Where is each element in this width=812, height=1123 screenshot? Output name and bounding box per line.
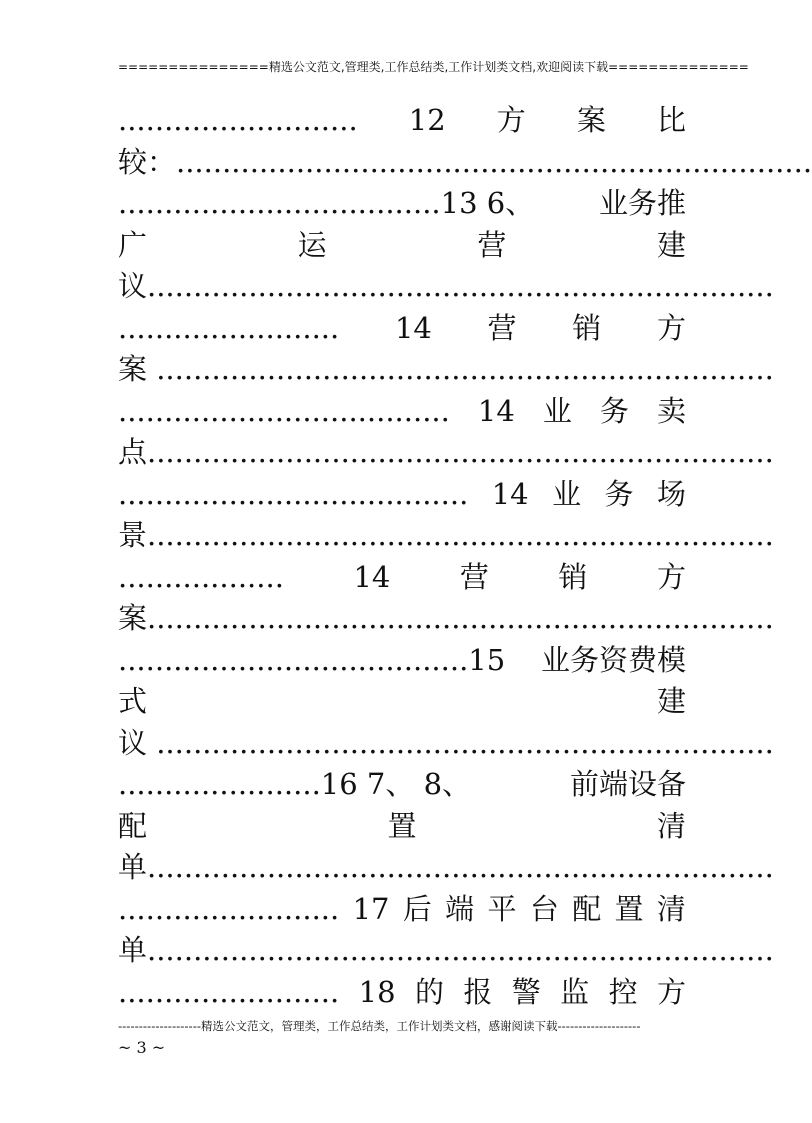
toc-text: 14	[477, 393, 515, 428]
toc-text: 场	[656, 476, 686, 511]
toc-line	[118, 764, 686, 806]
toc-text: ......................................	[118, 476, 469, 511]
toc-text: 前端设备	[569, 767, 686, 801]
toc-text: 监	[560, 974, 590, 1009]
toc-line	[118, 889, 686, 931]
page-number: ~ 3 ~	[118, 1038, 166, 1057]
toc-text: 方	[656, 559, 686, 594]
toc-text: 业务资费模	[540, 642, 686, 677]
toc-line	[118, 266, 774, 308]
toc-text: ...................................13 6、	[118, 186, 535, 220]
toc-text: ......................................15	[118, 642, 506, 677]
toc-text: 清	[656, 808, 686, 843]
toc-text: 点....................................................................	[118, 435, 774, 469]
toc-text: 清	[656, 891, 686, 926]
toc-text: 业务推	[598, 186, 686, 220]
toc-line	[118, 640, 686, 682]
toc-text: 议....................................................................	[118, 269, 774, 303]
toc-line	[118, 308, 686, 350]
toc-text: 台	[529, 891, 559, 926]
toc-line	[118, 557, 686, 599]
toc-text: 的	[414, 974, 444, 1009]
toc-text: 卖	[656, 393, 686, 428]
toc-line	[118, 515, 774, 557]
toc-text: 置	[614, 891, 644, 926]
toc-line	[118, 723, 774, 765]
toc-line	[118, 972, 686, 1014]
toc-line	[118, 598, 774, 640]
toc-line	[118, 930, 774, 972]
toc-line	[118, 391, 686, 433]
toc-line	[118, 806, 686, 848]
toc-text: 端	[445, 891, 475, 926]
toc-text: 控	[608, 974, 638, 1009]
toc-text: ........................	[118, 974, 340, 1009]
toc-text: 案....................................................................	[118, 601, 774, 635]
toc-line	[118, 474, 686, 516]
toc-text: 警	[511, 974, 541, 1009]
toc-text: ........................	[118, 891, 340, 926]
toc-line	[118, 681, 686, 723]
toc-text: 销	[558, 559, 588, 594]
toc-text: 运	[297, 227, 327, 262]
toc-text: ........................	[118, 310, 340, 345]
toc-text: ......................16 7、 8、	[118, 767, 472, 801]
toc-line	[118, 100, 686, 142]
toc-text: 式	[118, 684, 148, 718]
toc-text: 营	[487, 310, 517, 345]
toc-text: ..........................	[118, 103, 358, 137]
toc-text: 12	[408, 103, 446, 137]
toc-text: 置	[387, 808, 417, 843]
toc-line	[118, 183, 686, 225]
toc-text: 业	[552, 476, 582, 511]
toc-text: 建	[656, 227, 686, 262]
toc-text: 14	[491, 476, 529, 511]
toc-text: 平	[487, 891, 517, 926]
toc-text: 后	[402, 891, 432, 926]
toc-text: 14	[353, 559, 391, 594]
toc-text: 业	[542, 393, 572, 428]
toc-text: 议 ...................................................................	[118, 725, 774, 760]
toc-text: 务	[599, 393, 629, 428]
toc-text: 广	[118, 227, 148, 262]
page-header: ===============精选公文范文,管理类,工作总结类,工作计划类文档,欢迎阅读下载==============	[118, 60, 749, 74]
toc-line	[118, 432, 774, 474]
toc-text: 单....................................................................	[118, 850, 774, 884]
toc-text: 景....................................................................	[118, 518, 774, 552]
toc-text: 17	[352, 891, 390, 926]
toc-body	[118, 100, 812, 1013]
toc-text: 案	[576, 103, 606, 137]
toc-text: 配	[572, 891, 602, 926]
toc-text: 案 ...................................................................	[118, 352, 774, 386]
toc-text: 较：.....................................................................	[118, 144, 812, 179]
toc-text: 方	[496, 103, 526, 137]
toc-text: 营	[459, 559, 489, 594]
toc-text: 务	[604, 476, 634, 511]
toc-text: 销	[572, 310, 602, 345]
toc-text: 建	[656, 684, 686, 718]
toc-text: ....................................	[118, 393, 450, 428]
toc-line	[118, 225, 686, 267]
toc-text: 14	[394, 310, 432, 345]
page-footer: --------------------精选公文范文，管理类，工作总结类，工作计划类文档，感谢阅读下载--------------------	[118, 1019, 641, 1033]
toc-line	[118, 847, 774, 889]
toc-text: 18	[358, 974, 396, 1009]
toc-text: 方	[656, 310, 686, 345]
toc-line	[118, 142, 812, 184]
toc-text: 比	[656, 103, 686, 137]
toc-text: 配	[118, 808, 148, 843]
toc-text: 方	[656, 974, 686, 1009]
toc-line	[118, 349, 774, 391]
toc-text: 营	[477, 227, 507, 262]
toc-text: ..................	[118, 559, 284, 594]
toc-text: 单....................................................................	[118, 933, 774, 967]
toc-text: 报	[463, 974, 493, 1009]
